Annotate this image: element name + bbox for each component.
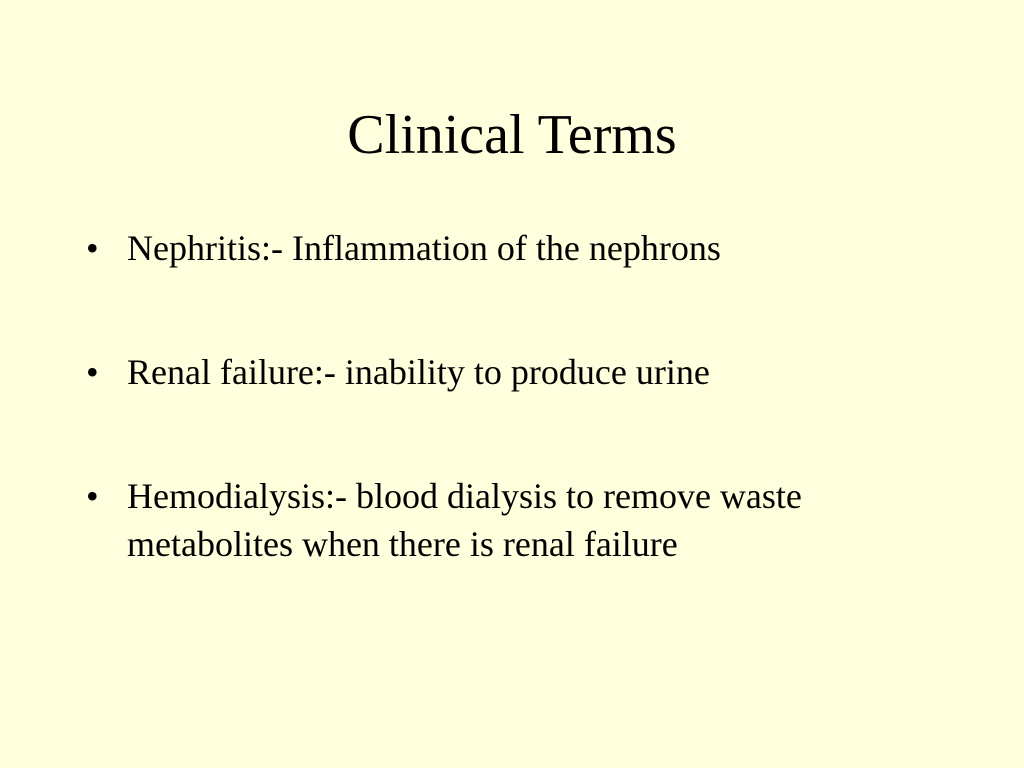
bullet-dot-icon: • (86, 476, 99, 516)
bullet-dot-icon: • (86, 228, 99, 268)
bullet-text: Renal failure:- inability to produce urine (127, 352, 710, 392)
bullet-item-nephritis (86, 224, 946, 272)
slide-title: Clinical Terms (347, 104, 677, 166)
bullet-item-renal-failure (86, 348, 946, 396)
bullet-list (86, 224, 946, 568)
bullet-item-hemodialysis (86, 472, 946, 568)
bullet-text: Nephritis:- Inflammation of the nephrons (127, 228, 721, 268)
bullet-dot-icon: • (86, 352, 99, 392)
bullet-text: Hemodialysis:- blood dialysis to remove waste metabolites when there is renal failure (127, 476, 802, 564)
